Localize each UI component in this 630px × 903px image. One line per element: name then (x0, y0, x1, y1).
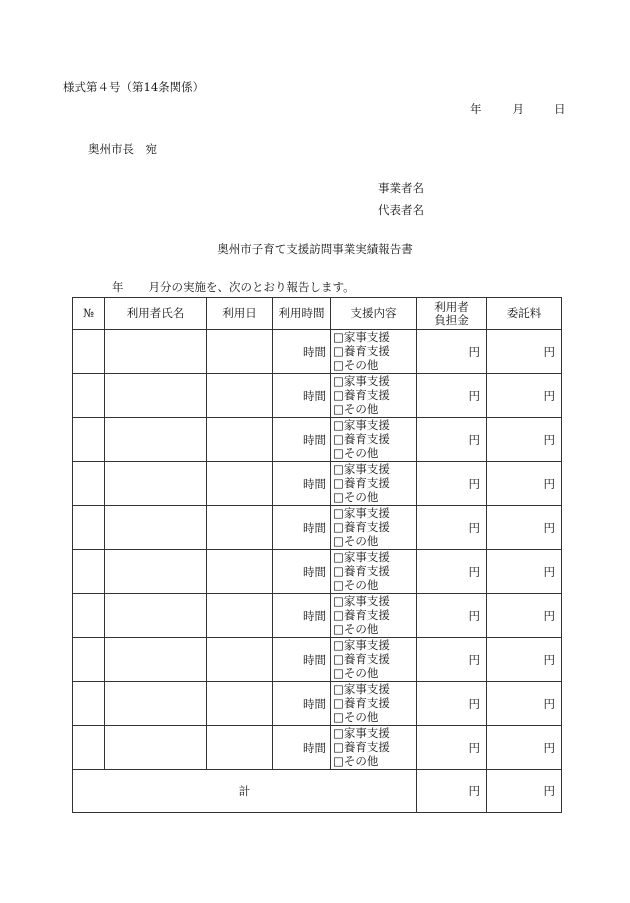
user-fee-cell: 円 (417, 506, 487, 550)
use-date-cell (207, 330, 273, 374)
table-row (73, 374, 562, 418)
support-content-cell (331, 374, 417, 418)
use-date-cell (207, 462, 273, 506)
support-option-checkbox: □家事支援 (333, 594, 390, 608)
use-date-cell (207, 418, 273, 462)
commission-cell: 円 (487, 594, 562, 638)
support-option-checkbox: □養育支援 (333, 564, 390, 578)
commission-cell: 円 (487, 726, 562, 770)
support-option-checkbox: □家事支援 (333, 418, 390, 432)
user-fee-cell: 円 (417, 638, 487, 682)
use-time-cell: 時間 (273, 506, 331, 550)
user-fee-cell: 円 (417, 726, 487, 770)
support-option-checkbox: □家事支援 (333, 550, 390, 564)
user-fee-cell: 円 (417, 374, 487, 418)
number-cell (73, 682, 105, 726)
table-row (73, 726, 562, 770)
support-content-cell (331, 726, 417, 770)
user-name-cell (105, 330, 207, 374)
use-date-cell (207, 638, 273, 682)
use-time-cell: 時間 (273, 374, 331, 418)
support-content-cell (331, 418, 417, 462)
intro-statement (112, 279, 355, 295)
support-option-checkbox: □養育支援 (333, 344, 390, 358)
user-fee-cell: 円 (417, 330, 487, 374)
column-header-user-name: 利用者氏名 (105, 298, 207, 330)
user-name-cell (105, 682, 207, 726)
form-number-label: 様式第４号（第14条関係） (63, 80, 205, 94)
table-row (73, 506, 562, 550)
use-time-cell: 時間 (273, 418, 331, 462)
support-option-checkbox: □その他 (333, 402, 379, 416)
total-user-fee-cell: 円 (417, 770, 487, 813)
user-name-cell (105, 726, 207, 770)
commission-cell: 円 (487, 638, 562, 682)
support-option-checkbox: □家事支援 (333, 638, 390, 652)
number-cell (73, 330, 105, 374)
representative-name-label: 代表者名 (378, 203, 424, 217)
support-option-checkbox: □家事支援 (333, 682, 390, 696)
table-row (73, 330, 562, 374)
support-content-cell (331, 506, 417, 550)
use-date-cell (207, 682, 273, 726)
support-option-checkbox: □養育支援 (333, 388, 390, 402)
commission-cell: 円 (487, 374, 562, 418)
user-fee-cell: 円 (417, 682, 487, 726)
user-name-cell (105, 374, 207, 418)
commission-cell: 円 (487, 682, 562, 726)
support-option-checkbox: □その他 (333, 490, 379, 504)
support-content-cell (331, 550, 417, 594)
use-date-cell (207, 594, 273, 638)
user-fee-cell: 円 (417, 462, 487, 506)
table-row (73, 682, 562, 726)
user-name-cell (105, 462, 207, 506)
intro-text: 月分の実施を、次のとおり報告します。 (148, 280, 355, 294)
support-option-checkbox: □その他 (333, 578, 379, 592)
total-commission-cell: 円 (487, 770, 562, 813)
use-date-cell (207, 506, 273, 550)
column-header-number: № (73, 298, 105, 330)
number-cell (73, 638, 105, 682)
commission-cell: 円 (487, 462, 562, 506)
table-header-row (73, 298, 562, 330)
business-name-label: 事業者名 (378, 181, 424, 195)
column-header-commission: 委託料 (487, 298, 562, 330)
support-option-checkbox: □家事支援 (333, 330, 390, 344)
use-time-cell: 時間 (273, 638, 331, 682)
support-option-checkbox: □養育支援 (333, 652, 390, 666)
support-option-checkbox: □養育支援 (333, 520, 390, 534)
support-content-cell (331, 330, 417, 374)
user-fee-cell: 円 (417, 550, 487, 594)
support-option-checkbox: □養育支援 (333, 740, 390, 754)
column-header-use-date: 利用日 (207, 298, 273, 330)
support-option-checkbox: □家事支援 (333, 374, 390, 388)
use-date-cell (207, 550, 273, 594)
use-time-cell: 時間 (273, 550, 331, 594)
support-option-checkbox: □家事支援 (333, 506, 390, 520)
column-header-use-time: 利用時間 (273, 298, 331, 330)
table-row (73, 462, 562, 506)
user-name-cell (105, 638, 207, 682)
addressee: 奥州市長 宛 (88, 142, 157, 156)
support-option-checkbox: □その他 (333, 710, 379, 724)
support-option-checkbox: □その他 (333, 622, 379, 636)
date-line (470, 101, 566, 117)
number-cell (73, 726, 105, 770)
support-option-checkbox: □その他 (333, 358, 379, 372)
use-date-cell (207, 374, 273, 418)
support-option-checkbox: □その他 (333, 534, 379, 548)
column-header-user-fee: 利用者 負担金 (417, 298, 487, 330)
support-content-cell (331, 462, 417, 506)
commission-cell: 円 (487, 418, 562, 462)
column-header-support-content: 支援内容 (331, 298, 417, 330)
number-cell (73, 418, 105, 462)
support-option-checkbox: □養育支援 (333, 696, 390, 710)
number-cell (73, 506, 105, 550)
support-option-checkbox: □養育支援 (333, 432, 390, 446)
report-table (72, 297, 562, 813)
user-fee-cell: 円 (417, 594, 487, 638)
table-row (73, 550, 562, 594)
support-content-cell (331, 682, 417, 726)
user-name-cell (105, 550, 207, 594)
commission-cell: 円 (487, 506, 562, 550)
support-option-checkbox: □家事支援 (333, 726, 390, 740)
document-title: 奥州市子育て支援訪問事業実績報告書 (217, 242, 413, 256)
number-cell (73, 462, 105, 506)
support-option-checkbox: □養育支援 (333, 476, 390, 490)
support-content-cell (331, 594, 417, 638)
use-time-cell: 時間 (273, 594, 331, 638)
intro-year: 年 (112, 280, 124, 294)
commission-cell: 円 (487, 550, 562, 594)
date-month: 月 (512, 102, 524, 116)
table-row (73, 418, 562, 462)
use-date-cell (207, 726, 273, 770)
number-cell (73, 594, 105, 638)
commission-cell: 円 (487, 330, 562, 374)
table-row (73, 638, 562, 682)
use-time-cell: 時間 (273, 682, 331, 726)
total-label: 計 (73, 770, 417, 813)
user-name-cell (105, 418, 207, 462)
support-option-checkbox: □家事支援 (333, 462, 390, 476)
date-day: 日 (554, 102, 566, 116)
use-time-cell: 時間 (273, 330, 331, 374)
date-year: 年 (470, 102, 482, 116)
table-row (73, 594, 562, 638)
total-row (73, 770, 562, 813)
support-option-checkbox: □養育支援 (333, 608, 390, 622)
use-time-cell: 時間 (273, 726, 331, 770)
support-option-checkbox: □その他 (333, 754, 379, 768)
use-time-cell: 時間 (273, 462, 331, 506)
user-fee-cell: 円 (417, 418, 487, 462)
user-name-cell (105, 506, 207, 550)
support-content-cell (331, 638, 417, 682)
user-name-cell (105, 594, 207, 638)
number-cell (73, 374, 105, 418)
support-option-checkbox: □その他 (333, 666, 379, 680)
support-option-checkbox: □その他 (333, 446, 379, 460)
number-cell (73, 550, 105, 594)
